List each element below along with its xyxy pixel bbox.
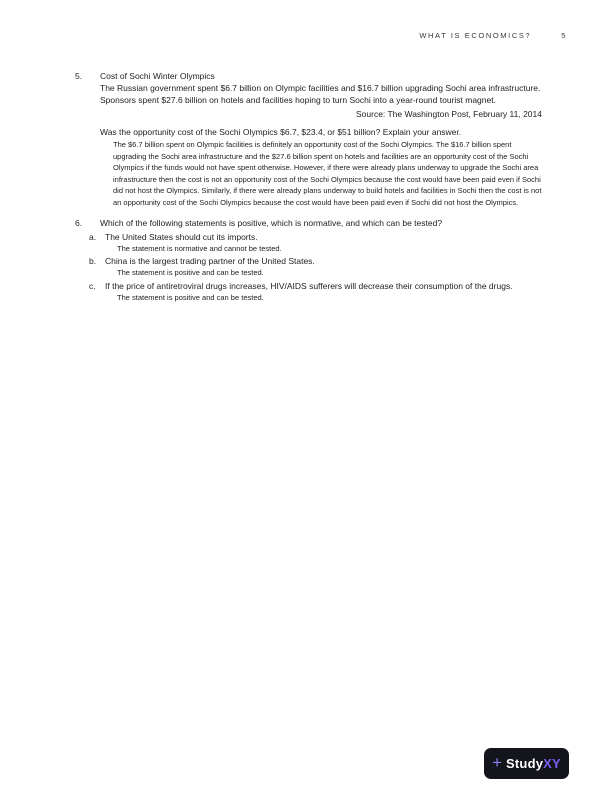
question-5-title: Cost of Sochi Winter Olympics [100, 71, 215, 81]
part-c-letter: c. [89, 280, 96, 291]
page-number: 5 [561, 31, 567, 40]
chapter-title: WHAT IS ECONOMICS? [419, 31, 532, 40]
part-b [89, 255, 542, 279]
part-b-statement: China is the largest trading partner of the United States. [105, 256, 315, 267]
question-5 [75, 70, 542, 209]
question-5-number: 5. [75, 71, 83, 81]
plus-icon: + [492, 753, 503, 772]
question-5-excerpt: The Russian government spent $6.7 billion on Olympic facilities and $16.7 billion upgrading Sochi area infrastructure. Sponsors spent $27.6 billion on hotels and facilities hoping to turn Sochi into a year-round tourist magnet. [100, 83, 541, 105]
part-c-statement: If the price of antiretroviral drugs increases, HIV/AIDS sufferers will decrease their consumption of the drugs. [105, 280, 513, 291]
question-5-answer: The $6.7 billion spent on Olympic facilities is definitely an opportunity cost of the Sochi Olympics. The $16.7 billion spent upgrading the Sochi area infrastructure and the $27.6 billion spent on hotels and facilities are an opportunity cost of the Sochi Olympics if the funds would not have spent otherwise. However, if there were already plans underway to upgrade the Sochi area infrastructure then the cost is not an opportunity cost of the Sochi Olympics because the cost would have been paid even if Sochi did not host the Olympics. Similarly, if there were already plans underway to build hotels and facilities in Sochi then the cost is not an opportunity cost of the Sochi Olympics because the cost would have been paid even if Sochi did not host the Olympics. [113, 140, 542, 207]
brand-name-accent: XY [543, 756, 561, 771]
part-b-content [105, 255, 542, 279]
part-a [89, 231, 542, 255]
question-6-body [89, 217, 542, 304]
part-a-answer: The statement is normative and cannot be tested. [117, 243, 282, 253]
question-5-prompt: Was the opportunity cost of the Sochi Olympics $6.7, $23.4, or $51 billion? Explain your answer. [100, 127, 462, 137]
question-6-parts [89, 231, 542, 304]
question-5-source: Source: The Washington Post, February 11, 2014 [355, 109, 542, 119]
part-a-content [105, 231, 542, 255]
part-c-answer: The statement is positive and can be tested. [117, 292, 264, 302]
part-a-letter: a. [89, 231, 97, 242]
part-a-statement: The United States should cut its imports. [105, 231, 258, 242]
brand-name-primary: Study [506, 756, 544, 771]
studyxy-logo[interactable] [484, 748, 569, 779]
running-header [0, 31, 567, 40]
part-c [89, 280, 542, 304]
brand-name [506, 756, 561, 771]
question-5-body [100, 70, 542, 209]
part-c-content [105, 280, 542, 304]
part-b-letter: b. [89, 256, 97, 267]
page-content [75, 70, 542, 303]
part-b-answer: The statement is positive and can be tested. [117, 268, 264, 278]
question-6 [75, 217, 542, 304]
question-6-number: 6. [75, 217, 83, 228]
question-6-prompt: Which of the following statements is positive, which is normative, and which can be tested? [100, 217, 443, 228]
